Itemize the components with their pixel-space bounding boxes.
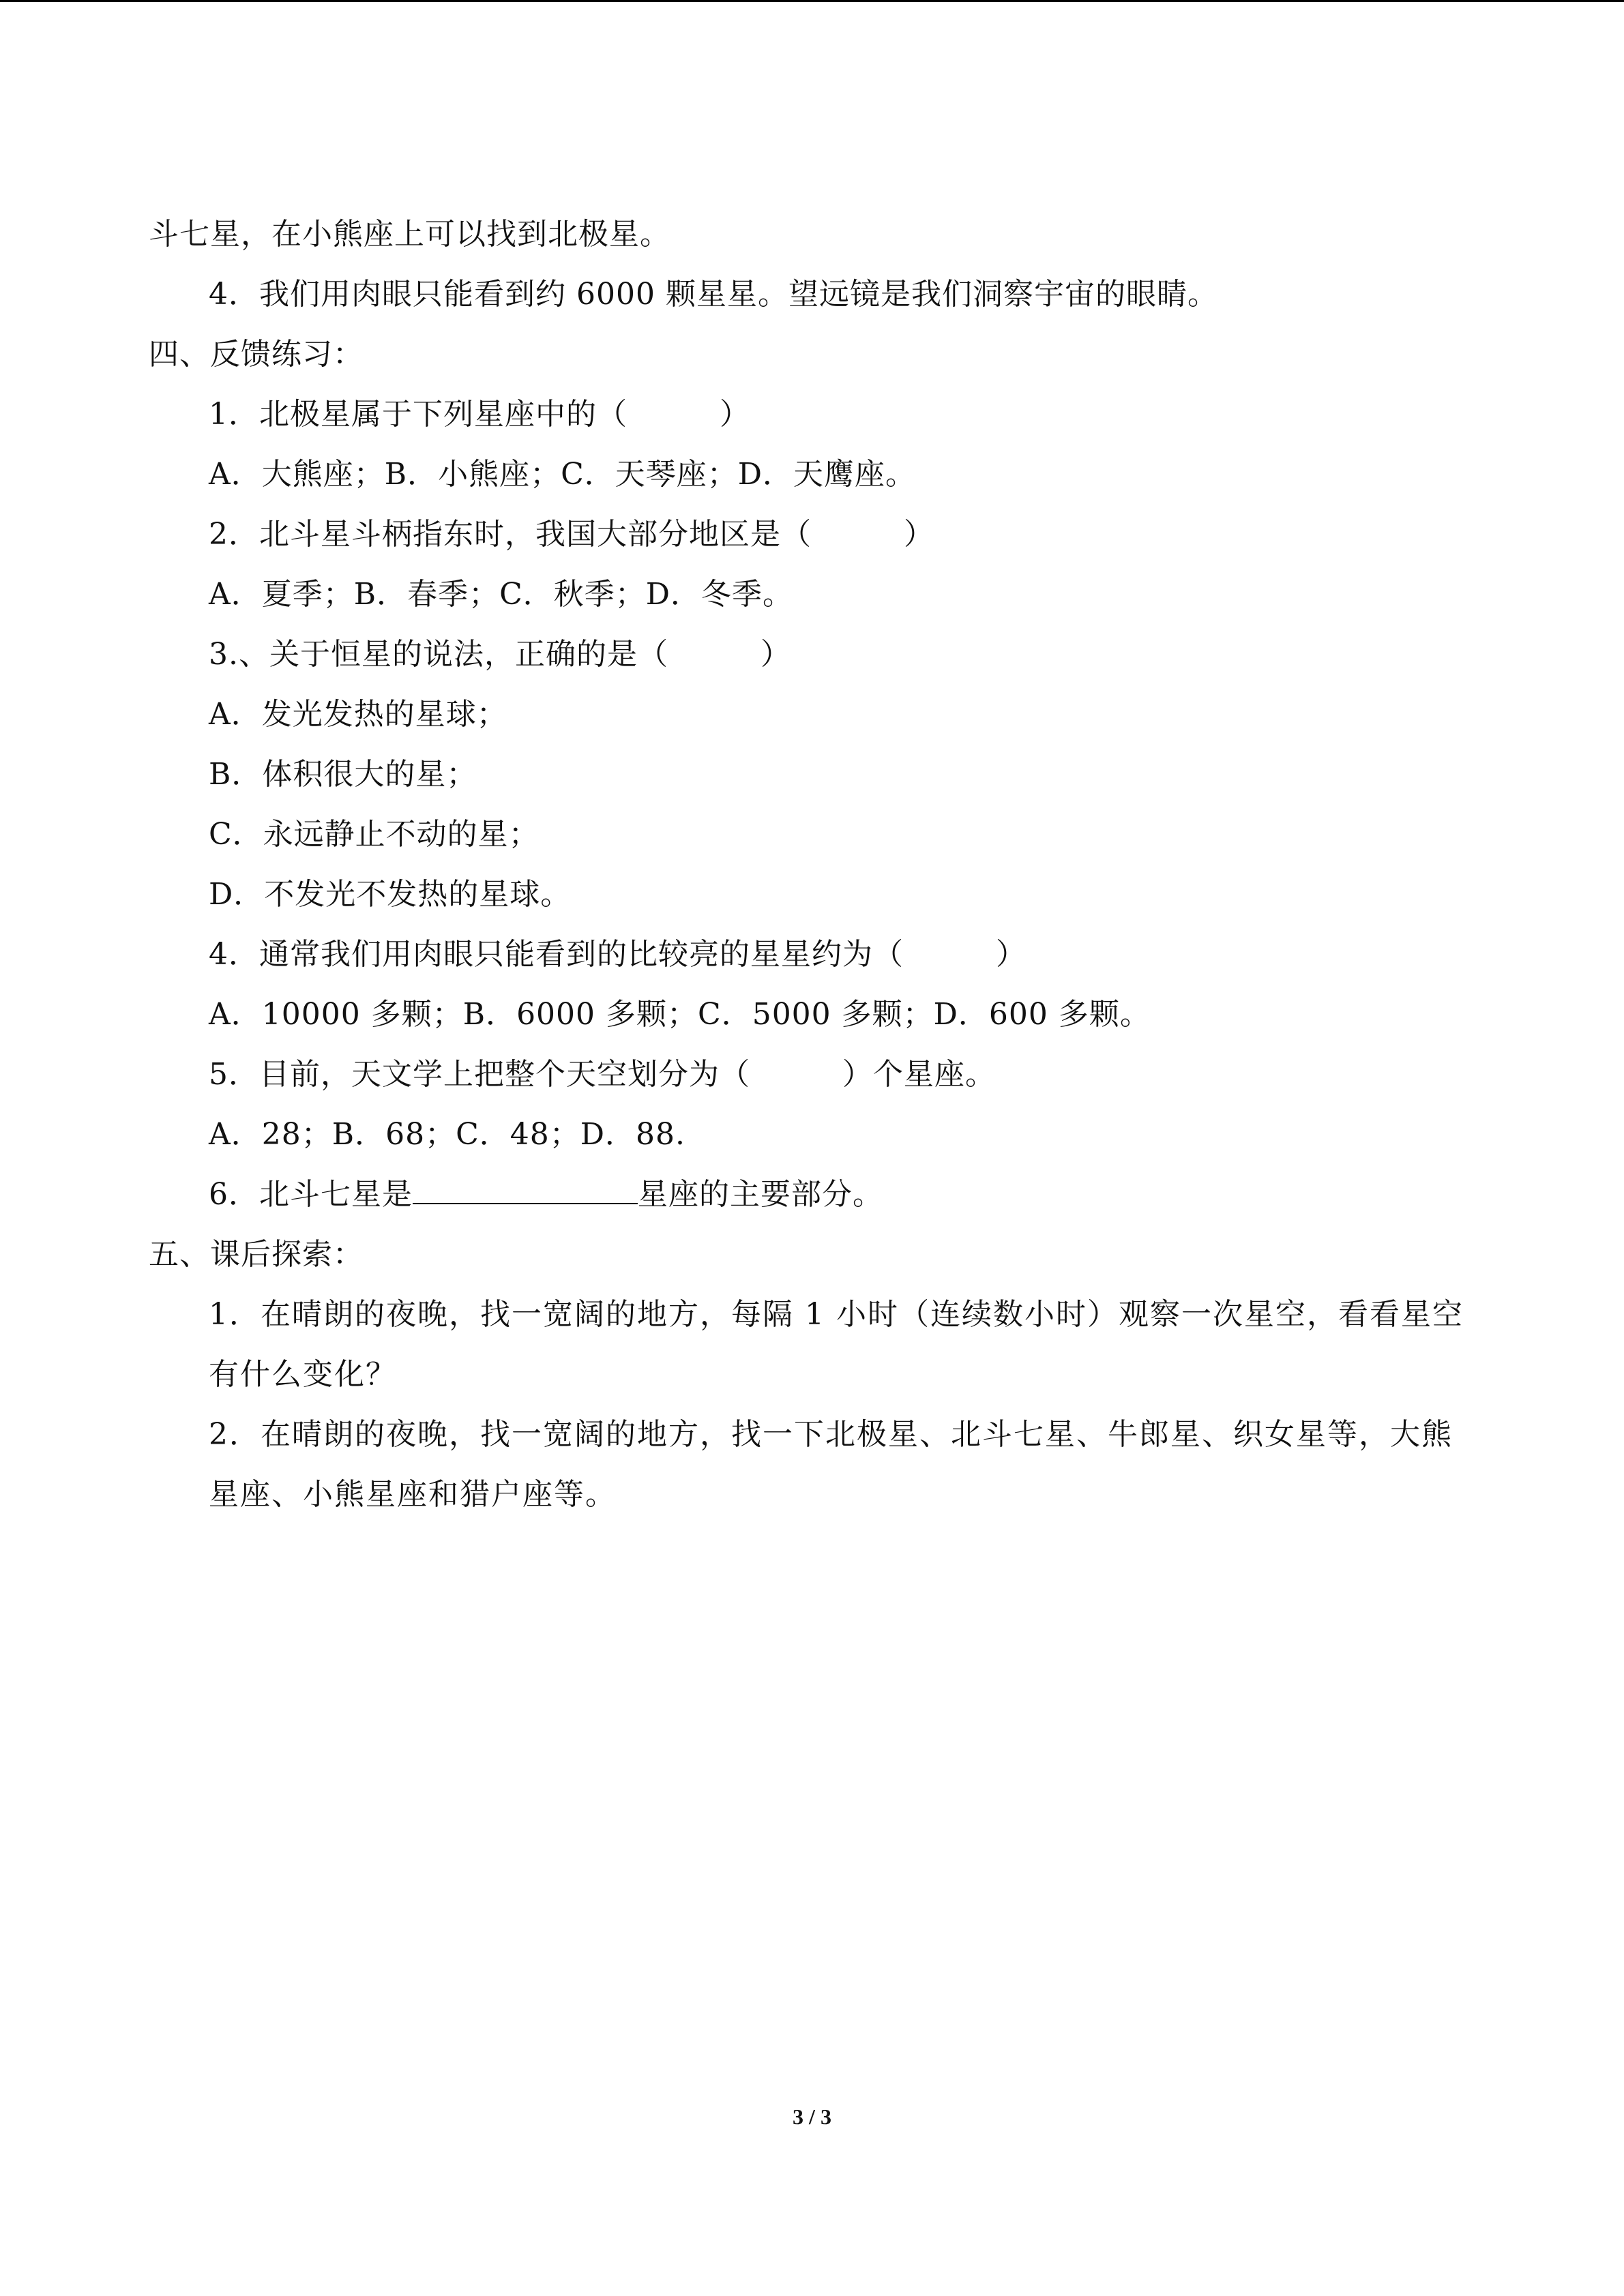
top-border-line — [0, 0, 1624, 2]
question-3: 3.、关于恒星的说法，正确的是（ ） — [209, 637, 791, 672]
question-5-options: A．28；B．68；C．48；D．88. — [209, 1117, 685, 1152]
exploration-task-2: 2．在晴朗的夜晚，找一宽阔的地方，找一下北极星、北斗七星、牛郎星、织女星等，大熊星座、小熊星座和猎户座等。 — [209, 1417, 1453, 1512]
question-6-suffix: 星座的主要部分。 — [638, 1177, 883, 1212]
question-4: 4．通常我们用肉眼只能看到的比较亮的星星约为（ ） — [209, 937, 1027, 972]
section-heading-feedback-exercises: 四、反馈练习： — [149, 337, 364, 372]
question-3-option-b: B．体积很大的星； — [209, 757, 477, 792]
text-line-continuation: 斗七星，在小熊座上可以找到北极星。 — [149, 217, 670, 252]
page-number: 3 / 3 — [793, 2104, 831, 2129]
section-heading-after-class-exploration: 五、课后探索： — [149, 1237, 364, 1272]
question-6 — [149, 1165, 1479, 1225]
exploration-task-1: 1．在晴朗的夜晚，找一宽阔的地方，每隔 1 小时（连续数小时）观察一次星空，看看星空有什么变化？ — [209, 1297, 1464, 1392]
question-1: 1．北极星属于下列星座中的（ ） — [209, 397, 750, 432]
question-3-option-a: A．发光发热的星球； — [209, 697, 507, 732]
question-5: 5．目前，天文学上把整个天空划分为（ ）个星座。 — [209, 1057, 996, 1092]
fill-in-blank-line — [413, 1178, 638, 1204]
question-4-options: A．10000 多颗；B．6000 多颗；C．5000 多颗；D．600 多颗。 — [209, 997, 1151, 1032]
document-body — [149, 205, 1479, 1525]
question-2-options: A．夏季；B．春季；C．秋季；D．冬季。 — [209, 577, 794, 612]
question-3-option-d: D．不发光不发热的星球。 — [209, 877, 572, 912]
question-6-prefix: 6．北斗七星是 — [209, 1177, 413, 1212]
question-3-option-c: C．永远静止不动的星； — [209, 817, 540, 852]
text-line-fact-4: 4．我们用肉眼只能看到约 6000 颗星星。望远镜是我们洞察宇宙的眼睛。 — [209, 277, 1218, 312]
question-1-options: A．大熊座；B．小熊座；C．天琴座；D．天鹰座。 — [209, 457, 917, 492]
question-2: 2．北斗星斗柄指东时，我国大部分地区是（ ） — [209, 517, 934, 552]
